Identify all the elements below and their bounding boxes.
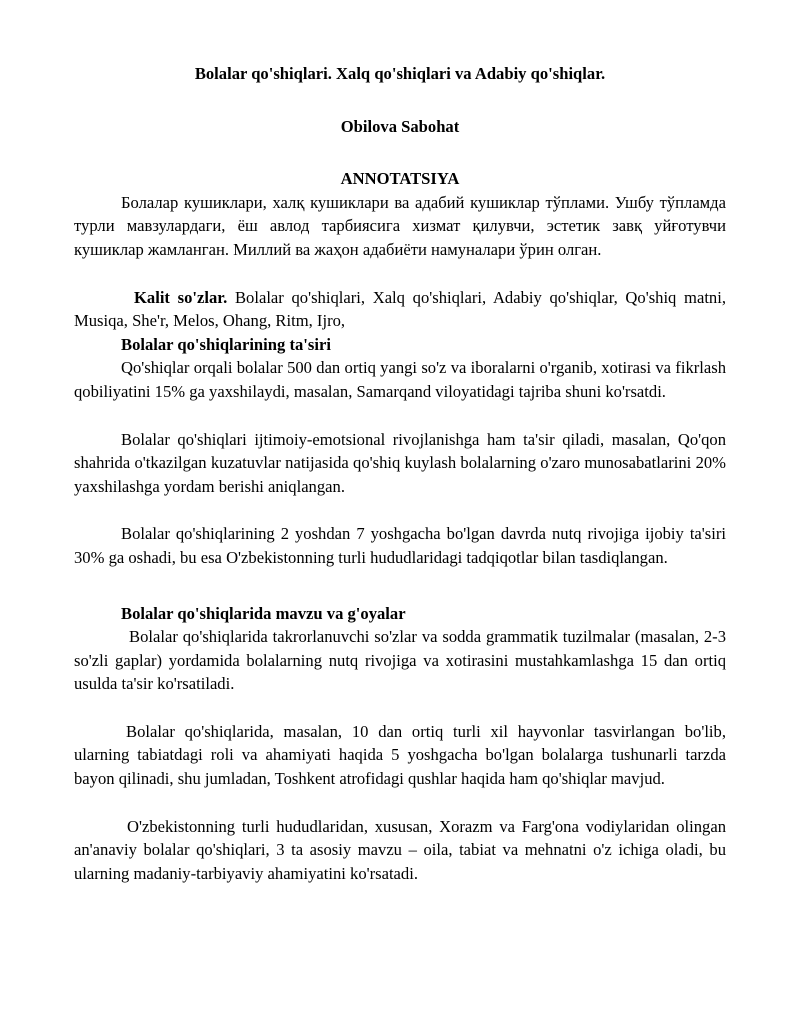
section2-paragraph-3: O'zbekistonning turli hududlaridan, xususan, Xorazm va Farg'ona vodiylaridan olingan an'anaviy bolalar qo'shiqlari, 3 ta asosiy mavzu – oila, tabiat va mehnatni o'z ichiga oladi, bu ularning madaniy-tarbiyaviy ahamiyatini ko'rsatadi. <box>74 816 726 883</box>
document-page <box>74 60 726 885</box>
annotation-paragraph: Болалар кушиклари, халқ кушиклари ва адабий кушиклар тўплами. Ушбу тўпламда турли мавзулардаги, ёш авлод тарбиясига хизмат қилувчи, эстетик завқ уйғотувчи кушиклар жамланган. Миллий ва жаҳон адабиёти намуналари ўрин олган. <box>74 192 726 259</box>
keywords-text: Bolalar qo'shiqlari, Xalq qo'shiqlari, Adabiy qo'shiqlar, Qo'shiq matni, Musiqa, She'r, Melos, Ohang, Ritm, Ijro, <box>74 287 726 331</box>
section1-paragraph-2: Bolalar qo'shiqlari ijtimoiy-emotsional rivojlanishga ham ta'sir qiladi, masalan, Qo'qon shahrida o'tkazilgan kuzatuvlar natijasida qo'shiq kuylash bolalarning o'zaro munosabatlarini 20% yaxshilashga yordam berishi aniqlangan. <box>74 429 726 496</box>
author-name: Obilova Sabohat <box>340 116 460 136</box>
annotation-heading: ANNOTATSIYA <box>340 169 460 189</box>
section-heading-themes: Bolalar qo'shiqlarida mavzu va g'oyalar <box>121 603 406 623</box>
section2-paragraph-2: Bolalar qo'shiqlarida, masalan, 10 dan ortiq turli xil hayvonlar tasvirlangan bo'lib, ularning tabiatdagi roli va ahamiyati haqida 5 yoshgacha bo'lgan bolalarga tushunarli tarzda bayon qilinadi, shu jumladan, Toshkent atrofidagi qushlar haqida ham qo'shiqlar mavjud. <box>74 721 726 789</box>
section2-paragraph-1: Bolalar qo'shiqlarida takrorlanuvchi so'zlar va sodda grammatik tuzilmalar (masalan, 2-3 so'zli gaplar) yordamida bolalarning nutq rivojiga va xotirasini mustahkamlashga 15 dan ortiq usulda ta'sir ko'rsatiladi. <box>74 627 726 694</box>
section1-paragraph-1: Qo'shiqlar orqali bolalar 500 dan ortiq yangi so'z va iboralarni o'rganib, xotirasi va fikrlash qobiliyatini 15% ga yaxshilaydi, masalan, Samarqand viloyatidagi tajriba shuni ko'rsatdi. <box>74 358 726 401</box>
section1-paragraph-3: Bolalar qo'shiqlarining 2 yoshdan 7 yoshgacha bo'lgan davrda nutq rivojiga ijobiy ta'siri 30% ga oshadi, bu esa O'zbekistonning turli hududlaridagi tadqiqotlar bilan tasdiqlangan. <box>74 524 726 567</box>
keywords-paragraph <box>74 286 726 333</box>
document-title: Bolalar qo'shiqlari. Xalq qo'shiqlari va Adabiy qo'shiqlar. <box>194 64 606 83</box>
section-heading-influence: Bolalar qo'shiqlarining ta'siri <box>121 334 331 354</box>
keywords-label: Kalit so'zlar. <box>134 287 228 307</box>
